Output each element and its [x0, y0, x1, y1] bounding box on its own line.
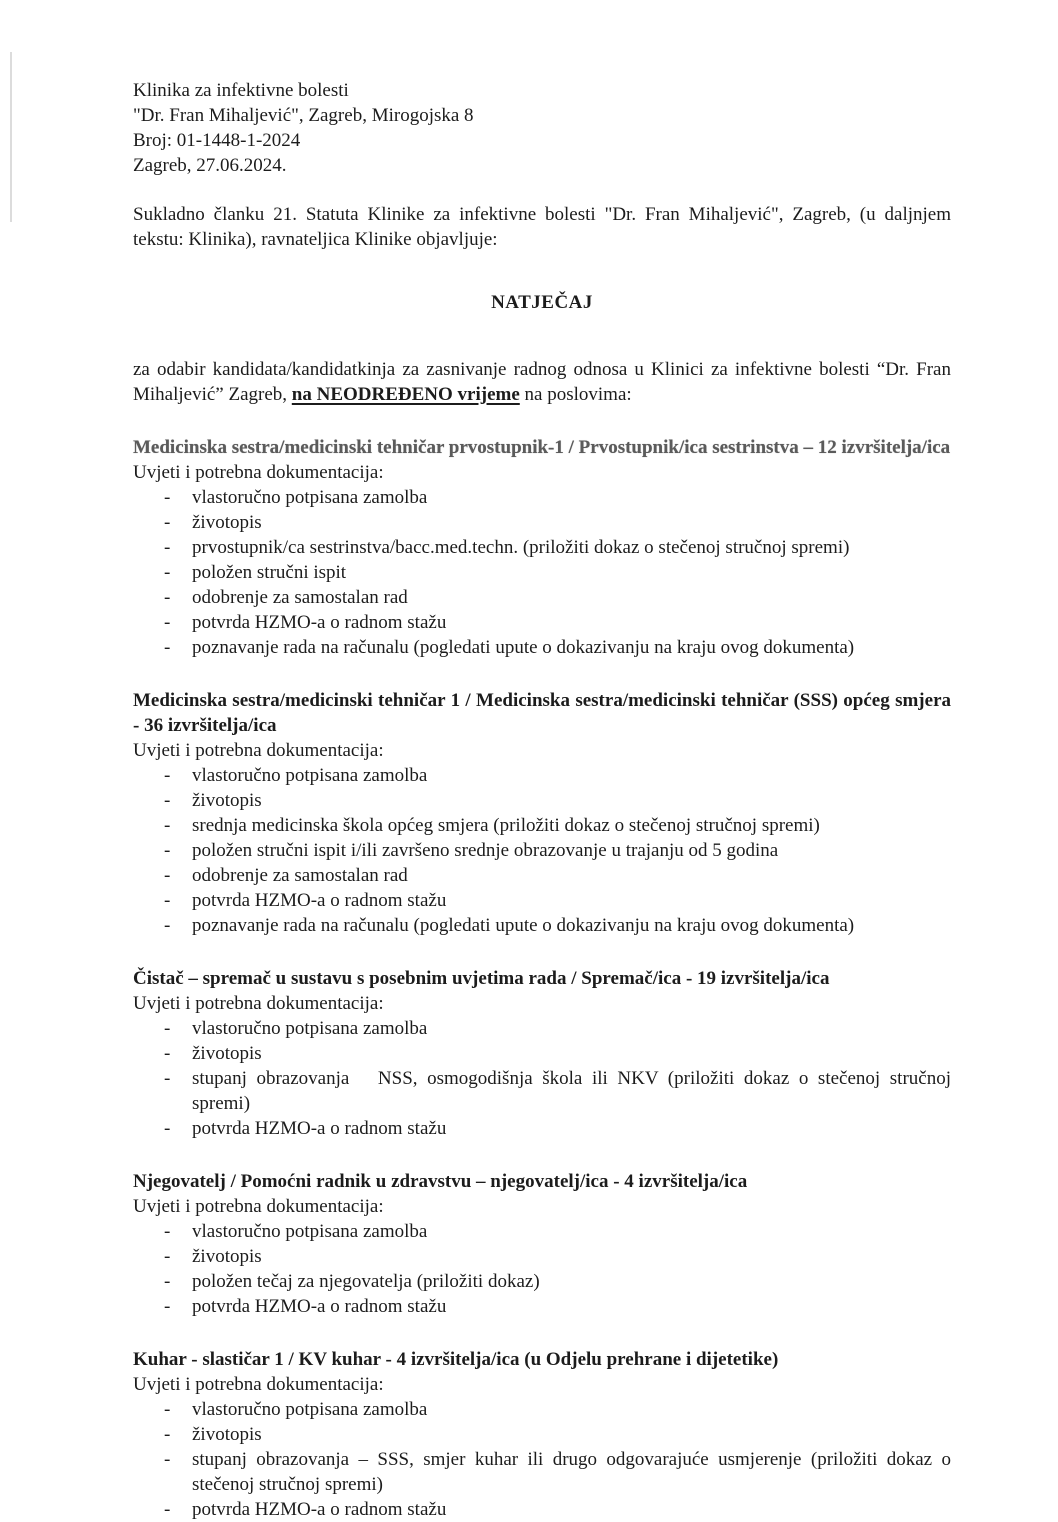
requirement-item: - potvrda HZMO-a o radnom stažu — [133, 610, 951, 635]
job-title: Njegovatelj / Pomoćni radnik u zdravstvu – njegovatelj/ica - 4 izvršitelja/ica — [133, 1171, 748, 1192]
lead-text-before: za odabir kandidata/kandidatkinja za zasnivanje radnog odnosa u Klinici za infektivne bolesti “Dr. Fran Mihaljević” Zagreb, — [133, 359, 951, 405]
requirement-item: - poznavanje rada na računalu (pogledati upute o dokazivanju na kraju ovog dokumenta) — [133, 913, 951, 938]
letterhead — [133, 78, 951, 178]
requirement-item: - vlastoručno potpisana zamolba — [133, 1016, 951, 1041]
requirement-item: - potvrda HZMO-a o radnom stažu — [133, 1116, 951, 1141]
requirement-item: - životopis — [133, 788, 951, 813]
requirement-item: - životopis — [133, 1041, 951, 1066]
requirement-item: - odobrenje za samostalan rad — [133, 863, 951, 888]
requirement-item: - vlastoručno potpisana zamolba — [133, 485, 951, 510]
job-title: Medicinska sestra/medicinski tehničar 1 / Medicinska sestra/medicinski tehničar (SSS) općeg smjera - 36 izvršitelja/ica — [133, 690, 951, 736]
job-section-caregiver — [133, 1169, 951, 1319]
lead-text-after: na poslovima: — [519, 384, 632, 405]
requirement-item: - položen stručni ispit — [133, 560, 951, 585]
requirements-label: Uvjeti i potrebna dokumentacija: — [133, 740, 384, 761]
requirement-item: - položen tečaj za njegovatelja (priložiti dokaz) — [133, 1269, 951, 1294]
job-title: Čistač – spremač u sustavu s posebnim uvjetima rada / Spremač/ica - 19 izvršitelja/ica — [133, 968, 830, 989]
requirements-label: Uvjeti i potrebna dokumentacija: — [133, 1374, 384, 1395]
lead-paragraph — [133, 357, 951, 407]
job-section-cook — [133, 1347, 951, 1522]
job-section-cleaner — [133, 966, 951, 1141]
document-title: NATJEČAJ — [491, 292, 593, 313]
requirement-item: - stupanj obrazovanja – SSS, smjer kuhar ili drugo odgovarajuće usmjerenje (priložiti dokaz o stečenoj stručnoj spremi) — [133, 1447, 951, 1497]
job-section-nurse-bachelor — [133, 435, 951, 660]
requirement-item: - vlastoručno potpisana zamolba — [133, 763, 951, 788]
intro-paragraph: Sukladno članku 21. Statuta Klinike za infektivne bolesti "Dr. Fran Mihaljević", Zagreb, (u daljnjem tekstu: Klinika), ravnateljica Klinike objavljuje: — [133, 204, 951, 250]
requirement-item: - potvrda HZMO-a o radnom stažu — [133, 1497, 951, 1522]
requirements-label: Uvjeti i potrebna dokumentacija: — [133, 462, 384, 483]
requirement-item: - stupanj obrazovanja NSS, osmogodišnja škola ili NKV (priložiti dokaz o stečenoj stručnoj spremi) — [133, 1066, 951, 1116]
requirement-item: - potvrda HZMO-a o radnom stažu — [133, 1294, 951, 1319]
requirements-label: Uvjeti i potrebna dokumentacija: — [133, 1196, 384, 1217]
requirements-list — [133, 763, 951, 938]
requirement-item: - vlastoručno potpisana zamolba — [133, 1397, 951, 1422]
document-content — [133, 78, 951, 1522]
requirement-item: - položen stručni ispit i/ili završeno srednje obrazovanje u trajanju od 5 godina — [133, 838, 951, 863]
requirement-item: - životopis — [133, 510, 951, 535]
requirement-item: - poznavanje rada na računalu (pogledati upute o dokazivanju na kraju ovog dokumenta) — [133, 635, 951, 660]
job-title: Kuhar - slastičar 1 / KV kuhar - 4 izvršitelja/ica (u Odjelu prehrane i dijetetike) — [133, 1349, 779, 1370]
requirements-label: Uvjeti i potrebna dokumentacija: — [133, 993, 384, 1014]
document-number-line: Broj: 01-1448-1-2024 — [133, 130, 301, 151]
requirement-item: - srednja medicinska škola općeg smjera (priložiti dokaz o stečenoj stručnoj spremi) — [133, 813, 951, 838]
requirement-item: - odobrenje za samostalan rad — [133, 585, 951, 610]
job-section-nurse-sss — [133, 688, 951, 938]
clinic-name-line: Klinika za infektivne bolesti — [133, 80, 349, 101]
requirements-list — [133, 485, 951, 660]
job-title: Medicinska sestra/medicinski tehničar prvostupnik-1 / Prvostupnik/ica sestrinstva – 12 izvršitelja/ica — [133, 437, 951, 458]
requirement-item: - životopis — [133, 1422, 951, 1447]
requirement-item: - životopis — [133, 1244, 951, 1269]
scan-artifact-line — [10, 52, 12, 222]
clinic-address-line: "Dr. Fran Mihaljević", Zagreb, Mirogojska 8 — [133, 105, 474, 126]
requirements-list — [133, 1397, 951, 1522]
lead-emphasis-underlined: na NEODREĐENO vrijeme — [291, 384, 520, 405]
requirement-item: - potvrda HZMO-a o radnom stažu — [133, 888, 951, 913]
requirements-list — [133, 1219, 951, 1319]
place-date-line: Zagreb, 27.06.2024. — [133, 155, 287, 176]
requirement-item: - vlastoručno potpisana zamolba — [133, 1219, 951, 1244]
requirement-item: - prvostupnik/ca sestrinstva/bacc.med.techn. (priložiti dokaz o stečenoj stručnoj spremi) — [133, 535, 951, 560]
requirements-list — [133, 1016, 951, 1141]
